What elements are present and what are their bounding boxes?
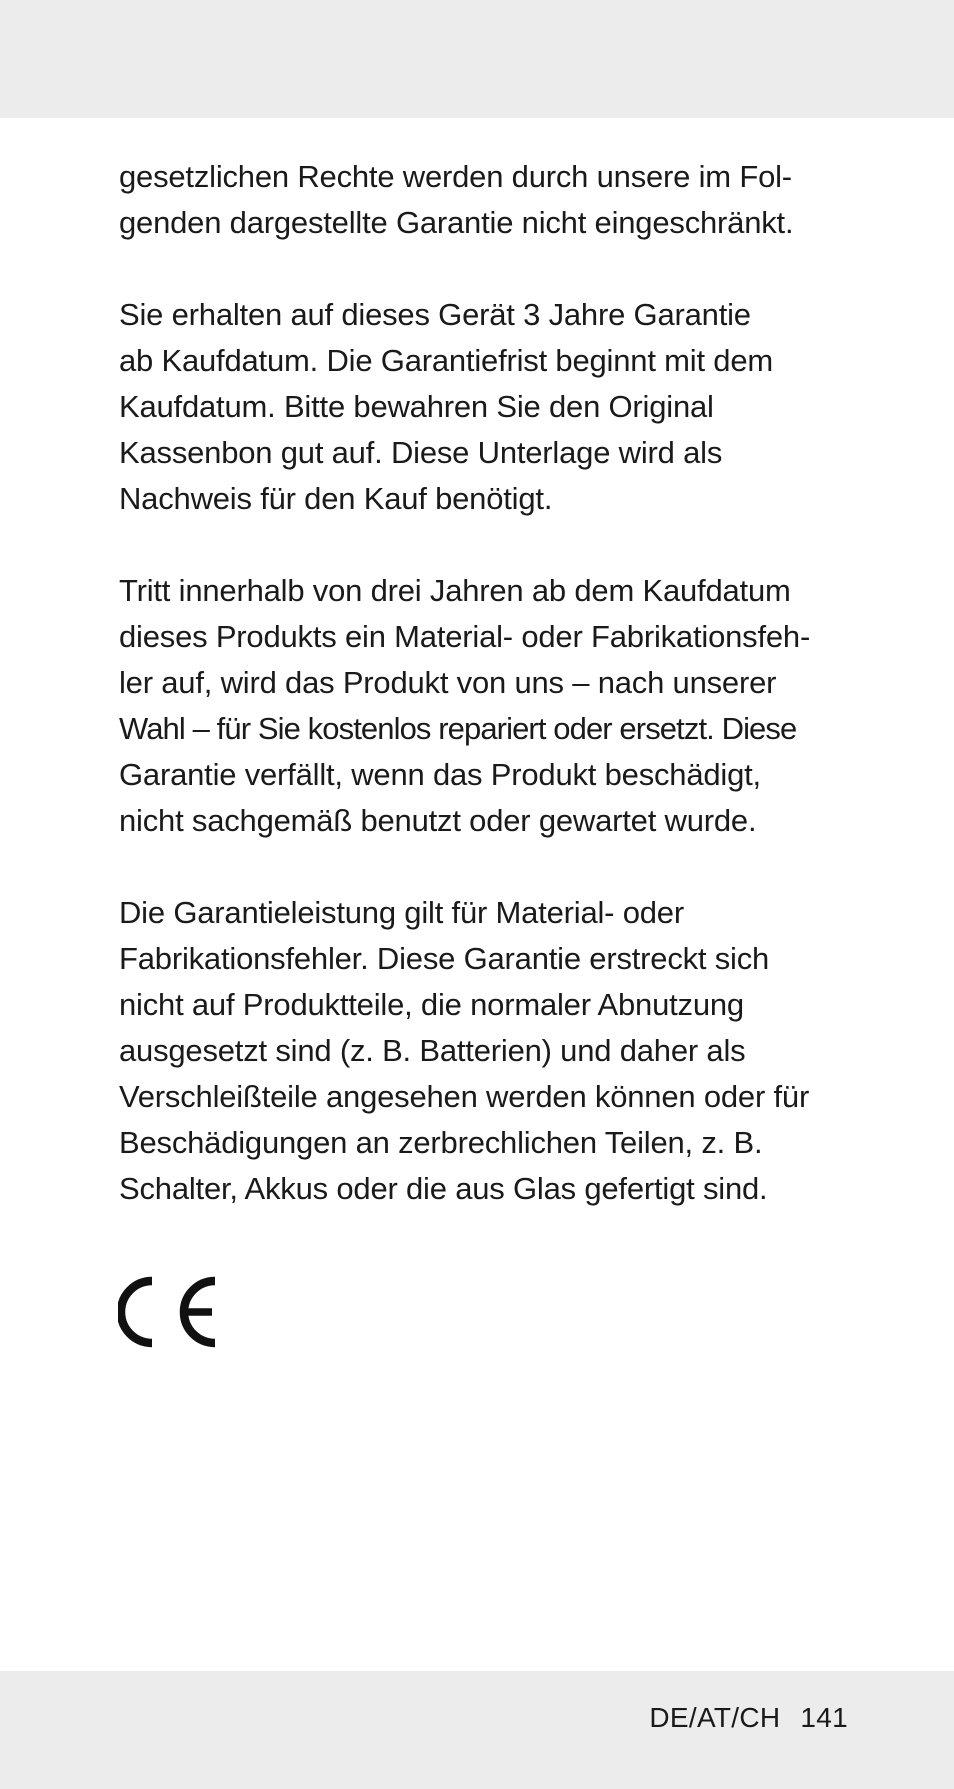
- page-number: 141: [800, 1702, 848, 1733]
- text-line: Tritt innerhalb von drei Jahren ab dem Kaufdatum: [119, 573, 791, 608]
- text-line: Schalter, Akkus oder die aus Glas gefertigt sind.: [119, 1171, 768, 1206]
- text-line: ler auf, wird das Produkt von uns – nach unserer: [119, 665, 777, 700]
- ce-mark-icon: [118, 1276, 218, 1348]
- warranty-text: [119, 154, 854, 1258]
- text-line: ab Kaufdatum. Die Garantiefrist beginnt mit dem: [119, 343, 773, 378]
- text-line: nicht sachgemäß benutzt oder gewartet wurde.: [119, 803, 757, 838]
- paragraph-defect-repair: [119, 568, 854, 844]
- text-line: genden dargestellte Garantie nicht eingeschränkt.: [119, 205, 794, 240]
- header-band: [0, 0, 954, 118]
- paragraph-warranty-period: [119, 292, 854, 522]
- text-line: Sie erhalten auf dieses Gerät 3 Jahre Garantie: [119, 297, 751, 332]
- text-line: gesetzlichen Rechte werden durch unsere im Fol-: [119, 159, 792, 194]
- locale-label: DE/AT/CH: [649, 1702, 781, 1733]
- text-line: dieses Produkts ein Material- oder Fabrikationsfeh-: [119, 619, 811, 654]
- text-line: Beschädigungen an zerbrechlichen Teilen, z. B.: [119, 1125, 763, 1160]
- text-line: Nachweis für den Kauf benötigt.: [119, 481, 553, 516]
- text-line: Kaufdatum. Bitte bewahren Sie den Original: [119, 389, 714, 424]
- page-footer: [649, 1700, 848, 1736]
- text-line: Wahl – für Sie kostenlos repariert oder ersetzt. Diese: [119, 711, 797, 746]
- text-line: Kassenbon gut auf. Diese Unterlage wird als: [119, 435, 723, 470]
- text-line: nicht auf Produktteile, die normaler Abnutzung: [119, 987, 744, 1022]
- text-line: Die Garantieleistung gilt für Material- oder: [119, 895, 684, 930]
- paragraph-warranty-scope: [119, 890, 854, 1212]
- text-line: ausgesetzt sind (z. B. Batterien) und daher als: [119, 1033, 746, 1068]
- paragraph-legal-rights: [119, 154, 854, 246]
- text-line: Verschleißteile angesehen werden können oder für: [119, 1079, 810, 1114]
- text-line: Garantie verfällt, wenn das Produkt beschädigt,: [119, 757, 761, 792]
- text-line: Fabrikationsfehler. Diese Garantie erstreckt sich: [119, 941, 770, 976]
